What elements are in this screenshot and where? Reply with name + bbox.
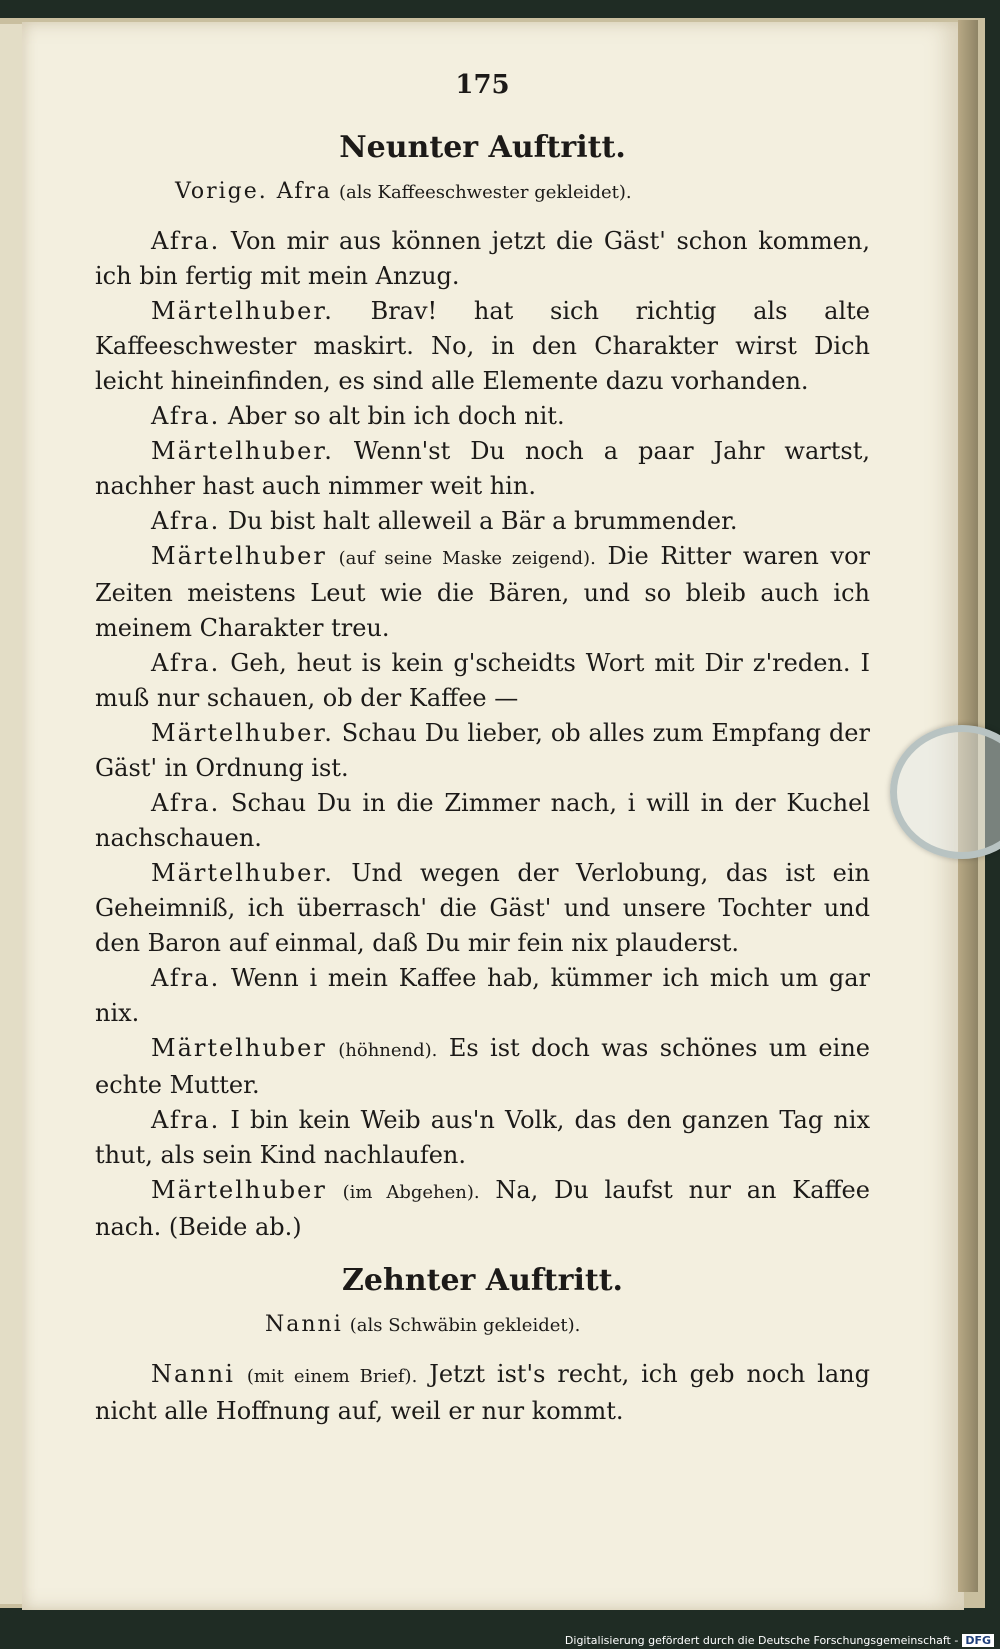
dialogue-line: [95, 1173, 870, 1245]
spoken-text: Die Ritter waren vor Zeiten meistens Leut wie die Bären, und so bleib auch ich meinem Charakter treu.: [95, 542, 871, 642]
spoken-text: Na, Du laufst nur an Kaffee nach. (Beide ab.): [95, 1176, 870, 1241]
speaker-name: Märtelhuber.: [151, 297, 334, 325]
dialogue-block-9: [95, 224, 870, 1245]
stage-note: (auf seine Maske zeigend).: [338, 548, 596, 569]
stage-direction-10: [265, 1312, 870, 1337]
credit-text: Digitalisierung gefördert durch die Deutsche Forschungsgemeinschaft -: [564, 1634, 959, 1647]
dialogue-line: [95, 856, 870, 961]
spoken-text: Jetzt ist's recht, ich geb noch lang nicht alle Hoffnung auf, weil er nur kommt.: [95, 1360, 870, 1425]
speaker-name: Afra.: [151, 649, 221, 677]
dialogue-line: [95, 399, 870, 434]
spoken-text: Wenn'st Du noch a paar Jahr wartst, nachher hast auch nimmer weit hin.: [95, 437, 870, 500]
spoken-text: Aber so alt bin ich doch nit.: [227, 402, 565, 430]
speaker-name: Afra.: [151, 227, 221, 255]
speaker-name: Afra.: [151, 402, 221, 430]
dialogue-line: [95, 294, 870, 399]
speaker-name: Märtelhuber.: [151, 859, 334, 887]
spoken-text: Schau Du in die Zimmer nach, i will in der Kuchel nachschauen.: [95, 789, 870, 852]
spoken-text: Du bist halt alleweil a Bär a brummender.: [227, 507, 738, 535]
dialogue-line: [95, 1357, 870, 1429]
spoken-text: I bin kein Weib aus'n Volk, das den ganzen Tag nix thut, als sein Kind nachlaufen.: [95, 1106, 870, 1169]
dialogue-line: [95, 716, 870, 786]
dialogue-line: [95, 961, 870, 1031]
scene-heading-10: Zehnter Auftritt.: [341, 1263, 623, 1298]
spoken-text: Und wegen der Verlobung, das ist ein Geheimniß, ich überrasch' die Gäst' und unsere Tochter und den Baron auf einmal, daß Du mir fein nix plauderst.: [95, 859, 870, 957]
speaker-name: Märtelhuber.: [151, 719, 334, 747]
speaker-name: Nanni: [151, 1360, 235, 1388]
stage-characters: Nanni: [265, 1312, 343, 1337]
spoken-text: Es ist doch was schönes um eine echte Mutter.: [95, 1034, 870, 1099]
speaker-name: Afra.: [151, 964, 221, 992]
stage-note: (mit einem Brief).: [246, 1366, 418, 1387]
dialogue-line: [95, 539, 870, 646]
dialogue-line: [95, 1103, 870, 1173]
spoken-text: Von mir aus können jetzt die Gäst' schon kommen, ich bin fertig mit mein Anzug.: [95, 227, 870, 290]
spoken-text: Schau Du lieber, ob alles zum Empfang der Gäst' in Ordnung ist.: [95, 719, 870, 782]
digitization-credit: [565, 1634, 994, 1647]
spoken-text: Geh, heut is kein g'scheidts Wort mit Dir z'reden. I muß nur schauen, ob der Kaffee —: [95, 649, 870, 712]
stage-note: (im Abgehen).: [342, 1182, 480, 1203]
stage-note: (als Schwäbin gekleidet).: [349, 1315, 581, 1336]
dialogue-line: [95, 224, 870, 294]
left-page-edge: [0, 24, 23, 1604]
speaker-name: Afra.: [151, 507, 221, 535]
dialogue-block-10: [95, 1357, 870, 1429]
speaker-name: Märtelhuber.: [151, 437, 334, 465]
dialogue-line: [95, 646, 870, 716]
scene-heading-9: Neunter Auftritt.: [339, 130, 626, 165]
page-text: [95, 70, 870, 1429]
dfg-logo: DFG: [962, 1634, 994, 1647]
dialogue-line: [95, 1031, 870, 1103]
spoken-text: Brav! hat sich richtig als alte Kaffeeschwester maskirt. No, in den Charakter wirst Dich leicht hineinfinden, es sind alle Elemente dazu vorhanden.: [95, 297, 870, 395]
speaker-name: Märtelhuber: [151, 1176, 327, 1204]
speaker-name: Märtelhuber: [151, 1034, 327, 1062]
dialogue-line: [95, 504, 870, 539]
stage-characters: Vorige. Afra: [175, 179, 333, 204]
speaker-name: Afra.: [151, 789, 221, 817]
spoken-text: Wenn i mein Kaffee hab, kümmer ich mich um gar nix.: [95, 964, 870, 1027]
stage-direction-9: [175, 179, 870, 204]
stage-note: (als Kaffeeschwester gekleidet).: [339, 182, 632, 203]
dialogue-line: [95, 434, 870, 504]
speaker-name: Märtelhuber: [151, 542, 327, 570]
speaker-name: Afra.: [151, 1106, 221, 1134]
dialogue-line: [95, 786, 870, 856]
stage-note: (höhnend).: [338, 1040, 438, 1061]
page-number: 175: [455, 70, 510, 100]
